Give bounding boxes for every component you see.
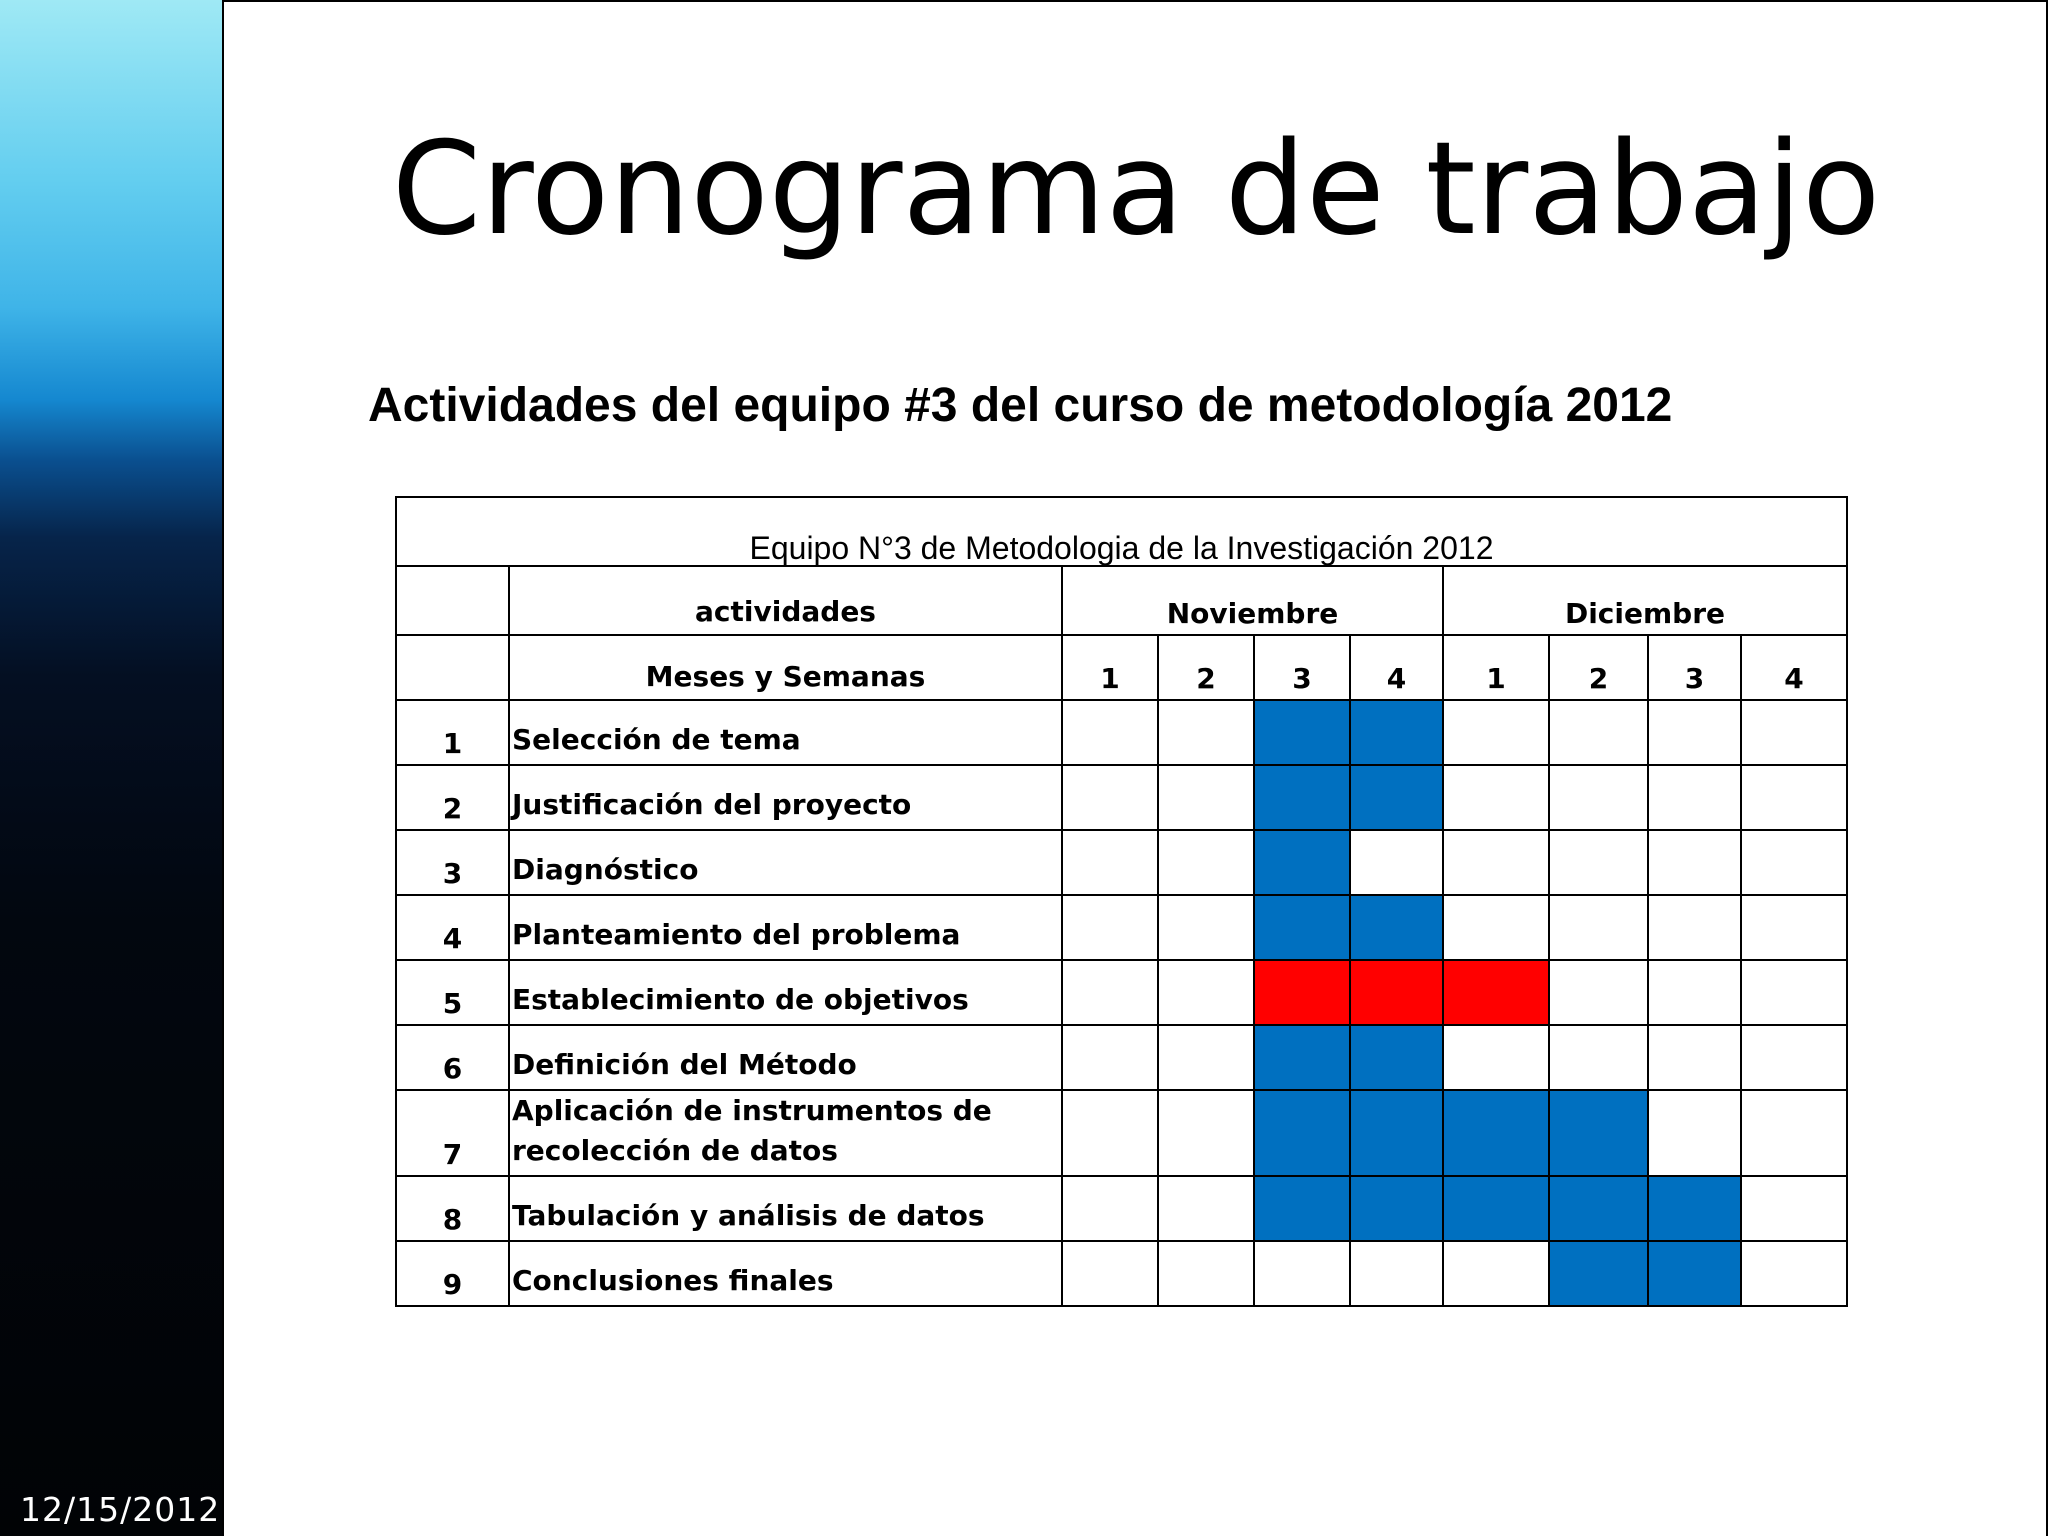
activity-number: 5 xyxy=(396,960,509,1025)
week-header-cell: 2 xyxy=(1549,635,1648,700)
activity-number: 9 xyxy=(396,1241,509,1306)
schedule-cell-empty xyxy=(1254,1241,1350,1306)
schedule-cell-empty xyxy=(1158,1090,1254,1176)
month-header-diciembre: Diciembre xyxy=(1443,566,1847,635)
schedule-cell-blue xyxy=(1254,700,1350,765)
week-header-cell: 3 xyxy=(1254,635,1350,700)
schedule-cell-empty xyxy=(1158,765,1254,830)
schedule-table xyxy=(395,496,1848,1307)
activity-label: Tabulación y análisis de datos xyxy=(509,1176,1062,1241)
schedule-cell-empty xyxy=(1648,1025,1741,1090)
schedule-cell-empty xyxy=(1158,700,1254,765)
schedule-cell-empty xyxy=(1549,1025,1648,1090)
week-header-cell: 2 xyxy=(1158,635,1254,700)
schedule-cell-empty xyxy=(1062,1025,1158,1090)
slide-date: 12/15/2012 xyxy=(20,1490,221,1529)
schedule-cell-empty xyxy=(1350,830,1443,895)
schedule-cell-empty xyxy=(1549,700,1648,765)
activity-row xyxy=(396,1025,1847,1090)
activity-label: Establecimiento de objetivos xyxy=(509,960,1062,1025)
schedule-cell-blue xyxy=(1350,765,1443,830)
schedule-cell-empty xyxy=(1648,1090,1741,1176)
schedule-cell-empty xyxy=(1648,830,1741,895)
schedule-cell-blue xyxy=(1350,895,1443,960)
header-empty-cell xyxy=(396,635,509,700)
activities-header: actividades xyxy=(509,566,1062,635)
activity-number: 1 xyxy=(396,700,509,765)
schedule-cell-empty xyxy=(1062,1241,1158,1306)
schedule-cell-blue xyxy=(1350,1025,1443,1090)
schedule-cell-empty xyxy=(1062,1090,1158,1176)
schedule-cell-empty xyxy=(1350,1241,1443,1306)
schedule-cell-blue xyxy=(1254,830,1350,895)
schedule-cell-blue xyxy=(1254,765,1350,830)
schedule-cell-empty xyxy=(1158,960,1254,1025)
schedule-cell-empty xyxy=(1741,1241,1847,1306)
week-header-cell: 3 xyxy=(1648,635,1741,700)
schedule-cell-blue xyxy=(1648,1176,1741,1241)
schedule-cell-empty xyxy=(1741,960,1847,1025)
schedule-cell-red xyxy=(1350,960,1443,1025)
activity-number: 2 xyxy=(396,765,509,830)
schedule-cell-empty xyxy=(1648,960,1741,1025)
schedule-cell-empty xyxy=(1062,830,1158,895)
schedule-cell-empty xyxy=(1158,1241,1254,1306)
schedule-cell-empty xyxy=(1549,895,1648,960)
activity-row xyxy=(396,700,1847,765)
schedule-cell-empty xyxy=(1443,830,1549,895)
schedule-cell-empty xyxy=(1741,1090,1847,1176)
schedule-cell-blue xyxy=(1443,1090,1549,1176)
schedule-cell-empty xyxy=(1549,960,1648,1025)
schedule-cell-empty xyxy=(1648,895,1741,960)
schedule-cell-blue xyxy=(1350,700,1443,765)
slide-title: Cronograma de trabajo xyxy=(391,115,1881,264)
activity-label: Conclusiones finales xyxy=(509,1241,1062,1306)
schedule-cell-empty xyxy=(1741,765,1847,830)
activity-label: Justificación del proyecto xyxy=(509,765,1062,830)
months-weeks-header: Meses y Semanas xyxy=(509,635,1062,700)
schedule-cell-empty xyxy=(1741,830,1847,895)
activity-row xyxy=(396,960,1847,1025)
schedule-cell-blue xyxy=(1350,1176,1443,1241)
schedule-cell-empty xyxy=(1158,895,1254,960)
schedule-cell-empty xyxy=(1741,1025,1847,1090)
month-header-noviembre: Noviembre xyxy=(1062,566,1443,635)
schedule-cell-empty xyxy=(1741,895,1847,960)
schedule-cell-empty xyxy=(1741,1176,1847,1241)
schedule-cell-red xyxy=(1443,960,1549,1025)
schedule-cell-empty xyxy=(1158,1025,1254,1090)
activity-row xyxy=(396,830,1847,895)
activity-row xyxy=(396,1090,1847,1176)
schedule-cell-empty xyxy=(1549,765,1648,830)
week-header-cell: 1 xyxy=(1062,635,1158,700)
schedule-cell-blue xyxy=(1254,1025,1350,1090)
week-header-cell: 4 xyxy=(1741,635,1847,700)
schedule-cell-empty xyxy=(1443,1025,1549,1090)
schedule-cell-blue xyxy=(1549,1176,1648,1241)
activity-number: 4 xyxy=(396,895,509,960)
schedule-cell-blue xyxy=(1254,1176,1350,1241)
schedule-cell-empty xyxy=(1741,700,1847,765)
schedule-cell-empty xyxy=(1549,830,1648,895)
month-header-row xyxy=(396,566,1847,635)
schedule-cell-empty xyxy=(1443,895,1549,960)
side-gradient-band xyxy=(0,0,222,1536)
schedule-cell-blue xyxy=(1648,1241,1741,1306)
schedule-cell-blue xyxy=(1549,1090,1648,1176)
schedule-cell-empty xyxy=(1062,960,1158,1025)
schedule-cell-empty xyxy=(1443,1241,1549,1306)
activity-label: Selección de tema xyxy=(509,700,1062,765)
activity-row xyxy=(396,895,1847,960)
schedule-cell-empty xyxy=(1648,765,1741,830)
schedule-cell-blue xyxy=(1549,1241,1648,1306)
schedule-cell-empty xyxy=(1158,830,1254,895)
schedule-cell-empty xyxy=(1443,765,1549,830)
activity-number: 8 xyxy=(396,1176,509,1241)
schedule-cell-empty xyxy=(1158,1176,1254,1241)
schedule-cell-empty xyxy=(1062,895,1158,960)
schedule-cell-empty xyxy=(1062,700,1158,765)
activity-label: Aplicación de instrumentos de recolección de datos xyxy=(509,1090,1062,1176)
activity-number: 6 xyxy=(396,1025,509,1090)
header-empty-cell xyxy=(396,566,509,635)
schedule-cell-empty xyxy=(1062,1176,1158,1241)
week-header-cell: 1 xyxy=(1443,635,1549,700)
schedule-cell-red xyxy=(1254,960,1350,1025)
activity-label: Definición del Método xyxy=(509,1025,1062,1090)
activity-label: Diagnóstico xyxy=(509,830,1062,895)
schedule-cell-empty xyxy=(1062,765,1158,830)
table-caption: Equipo N°3 de Metodologia de la Investigación 2012 xyxy=(396,497,1847,566)
activity-row xyxy=(396,1176,1847,1241)
caption-row xyxy=(396,497,1847,566)
schedule-cell-blue xyxy=(1443,1176,1549,1241)
activity-number: 7 xyxy=(396,1090,509,1176)
schedule-cell-blue xyxy=(1350,1090,1443,1176)
activity-row xyxy=(396,765,1847,830)
week-header-cell: 4 xyxy=(1350,635,1443,700)
activity-label: Planteamiento del problema xyxy=(509,895,1062,960)
activity-row xyxy=(396,1241,1847,1306)
schedule-cell-empty xyxy=(1443,700,1549,765)
activity-number: 3 xyxy=(396,830,509,895)
schedule-cell-empty xyxy=(1648,700,1741,765)
schedule-cell-blue xyxy=(1254,895,1350,960)
frame-top-border xyxy=(222,0,2048,2)
schedule-cell-blue xyxy=(1254,1090,1350,1176)
week-header-row xyxy=(396,635,1847,700)
slide-subtitle: Actividades del equipo #3 del curso de metodología 2012 xyxy=(368,379,1673,432)
